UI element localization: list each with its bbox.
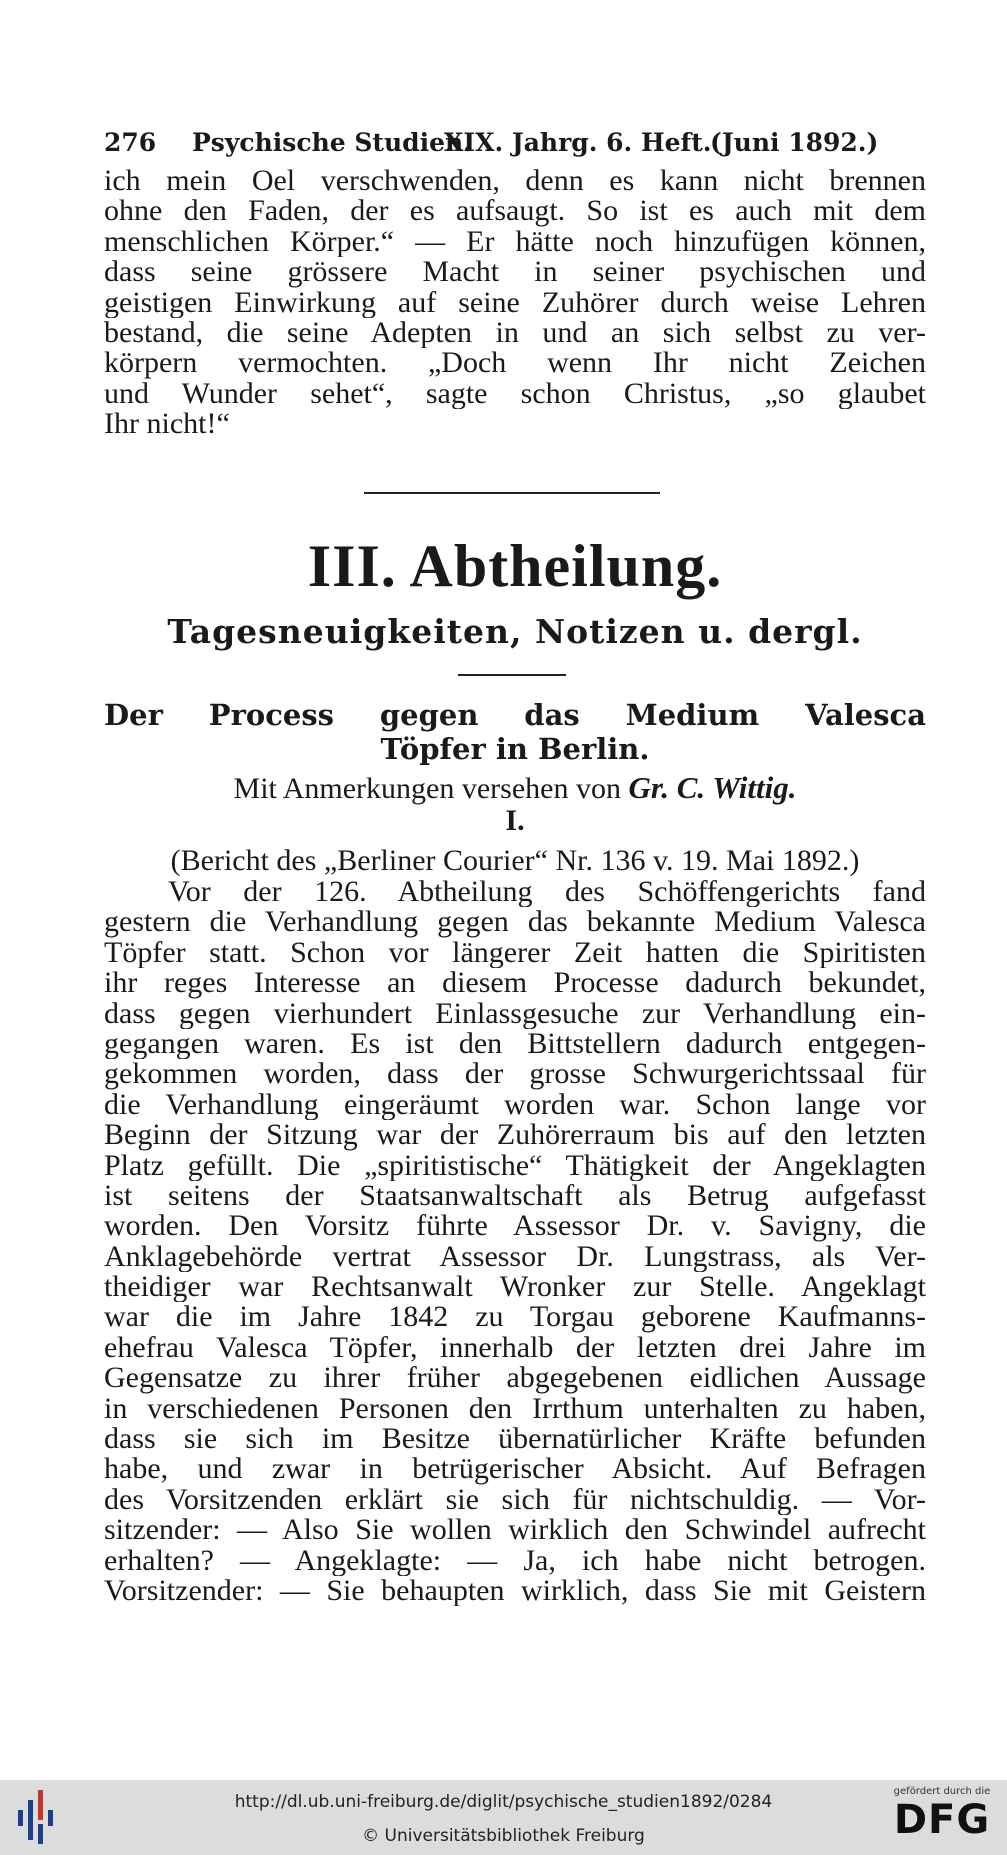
text-line: Ihr nicht!“ — [104, 409, 230, 440]
text-line: geistigen Einwirkung auf seine Zuhörer durch weise Lehren — [104, 287, 926, 318]
text-line: gegangen waren. Es ist den Bittstellern dadurch entgegen- — [104, 1028, 926, 1060]
text-line: und Wunder sehet“, sagte schon Christus, „so glaubet — [104, 378, 926, 410]
article-credit — [104, 770, 926, 806]
text-line: sitzender: — Also Sie wollen wirklich den Schwindel aufrecht — [104, 1515, 926, 1546]
article-title-line: Töpfer in Berlin. — [380, 732, 650, 766]
article-body — [104, 877, 926, 1606]
text-line: ihr reges Interesse an diesem Processe dadurch bekundet, — [104, 968, 926, 999]
text-line: gestern die Verhandlung gegen das bekannte Medium Valesca — [104, 907, 926, 938]
volume-info: XIX. Jahrg. 6. Heft. — [444, 128, 712, 157]
text-line: ehefrau Valesca Töpfer, innerhalb der letzten drei Jahre im — [104, 1332, 926, 1364]
text-line: bestand, die seine Adepten in und an sich selbst zu ver- — [104, 317, 926, 349]
text-line: die Verhandlung eingeräumt worden war. Schon lange vor — [104, 1089, 926, 1121]
text-line: körpern vermochten. „Doch wenn Ihr nicht Zeichen — [104, 348, 926, 379]
section-title: III. Abtheilung. — [307, 533, 723, 599]
text-line: in verschiedenen Personen den Irrthum unterhalten zu haben, — [104, 1393, 926, 1425]
text-line: menschlichen Körper.“ — Er hätte noch hinzufügen können, — [104, 226, 926, 258]
text-line: gekommen worden, dass der grosse Schwurgerichtssaal für — [104, 1059, 926, 1090]
text-line: Gegensatze zu ihrer früher abgegebenen eidlichen Aussage — [104, 1363, 926, 1394]
text-line: war die im Jahre 1842 zu Torgau geborene Kaufmanns- — [104, 1302, 926, 1333]
dfg-wordmark: DFG — [893, 1797, 991, 1843]
source-url-link[interactable]: http://dl.ub.uni-freiburg.de/diglit/psychische_studien1892/0284 — [234, 1792, 773, 1812]
text-line: habe, und zwar in betrügerischer Absicht. Auf Befragen — [104, 1454, 926, 1485]
text-line: des Vorsitzenden erklärt sie sich für nichtschuldig. — Vor- — [104, 1484, 926, 1516]
credit-prefix: Mit Anmerkungen versehen von — [233, 772, 621, 805]
text-line: ohne den Faden, der es aufsaugt. So ist es auch mit dem — [104, 196, 926, 227]
source-line: (Bericht des „Berliner Courier“ Nr. 136 v. 19. Mai 1892.) — [170, 844, 860, 877]
issue-date: (Juni 1892.) — [710, 128, 879, 157]
text-line: Vor der 126. Abtheilung des Schöffengerichts fand — [168, 877, 926, 908]
text-line: Anklagebehörde vertrat Assessor Dr. Lungstrass, als Ver- — [104, 1241, 926, 1273]
copyright-notice: © Universitätsbibliothek Freiburg — [362, 1826, 645, 1846]
text-line: erhalten? — Angeklagte: — Ja, ich habe nicht betrogen. — [104, 1545, 926, 1576]
section-subtitle: Tagesneuigkeiten, Notizen u. dergl. — [167, 612, 863, 651]
short-divider — [458, 674, 566, 676]
text-line: dass gegen vierhundert Einlassgesuche zur Verhandlung ein- — [104, 998, 926, 1029]
credit-author: Gr. C. Wittig. — [628, 770, 797, 805]
text-line: theidiger war Rechtsanwalt Wronker zur Stelle. Angeklagt — [104, 1272, 926, 1303]
part-number: I. — [505, 804, 525, 837]
text-line: Beginn der Sitzung war der Zuhörerraum bis auf den letzten — [104, 1120, 926, 1151]
page-number: 276 — [104, 128, 157, 157]
dfg-logo — [887, 1786, 997, 1850]
text-line: worden. Den Vorsitz führte Assessor Dr. v. Savigny, die — [104, 1211, 926, 1242]
text-line: dass sie sich im Besitze übernatürlicher Kräfte befunden — [104, 1424, 926, 1455]
article-title — [104, 698, 926, 766]
text-line: Töpfer statt. Schon vor längerer Zeit hatten die Spiritisten — [104, 937, 926, 969]
continuation-paragraph — [104, 166, 926, 440]
dfg-caption: gefördert durch die — [893, 1786, 991, 1797]
text-line: Vorsitzender: — Sie behaupten wirklich, dass Sie mit Geistern — [104, 1575, 926, 1607]
text-line: Platz gefüllt. Die „spiritistische“ Thätigkeit der Angeklagten — [104, 1150, 926, 1181]
article-title-line: Der Process gegen das Medium Valesca — [104, 698, 926, 732]
text-line: ich mein Oel verschwenden, denn es kann nicht brennen — [104, 166, 926, 197]
section-divider — [364, 492, 660, 494]
text-line: ist seitens der Staatsanwaltschaft als Betrug aufgefasst — [104, 1180, 926, 1212]
viewer-footer — [0, 1780, 1007, 1855]
journal-title: Psychische Studien. — [192, 128, 472, 157]
text-line: dass seine grössere Macht in seiner psychischen und — [104, 257, 926, 288]
